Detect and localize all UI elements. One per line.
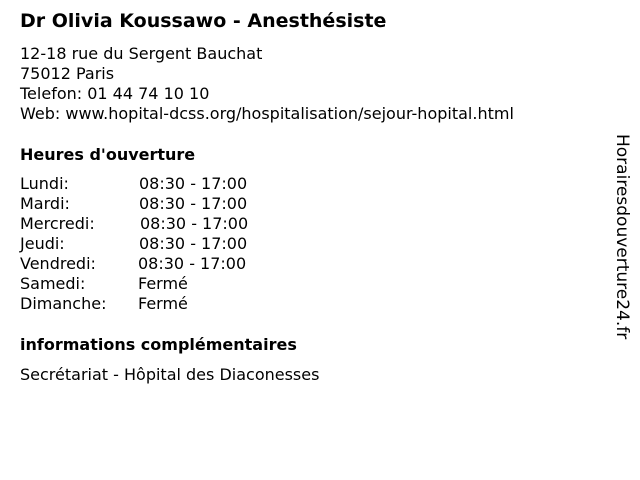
address-street: 12-18 rue du Sergent Bauchat bbox=[20, 44, 263, 63]
hours-tuesday: 08:30 - 17:00 bbox=[139, 194, 248, 213]
additional-info-text: Secrétariat - Hôpital des Diaconesses bbox=[20, 365, 320, 384]
website-link[interactable]: Web: www.hopital-dcss.org/hospitalisation/sejour-hopital.html bbox=[20, 104, 514, 123]
hours-monday: 08:30 - 17:00 bbox=[139, 174, 248, 193]
hours-sunday: Fermé bbox=[138, 294, 188, 313]
day-label-thursday: Jeudi: bbox=[20, 234, 65, 253]
day-label-wednesday: Mercredi: bbox=[20, 214, 95, 233]
hours-saturday: Fermé bbox=[138, 274, 188, 293]
phone-number: Telefon: 01 44 74 10 10 bbox=[20, 84, 210, 103]
hours-wednesday: 08:30 - 17:00 bbox=[140, 214, 249, 233]
day-label-friday: Vendredi: bbox=[20, 254, 96, 273]
day-label-tuesday: Mardi: bbox=[20, 194, 70, 213]
hours-thursday: 08:30 - 17:00 bbox=[139, 234, 248, 253]
additional-info-heading: informations complémentaires bbox=[20, 335, 297, 354]
address-city: 75012 Paris bbox=[20, 64, 115, 83]
site-watermark: Horairesdouverture24.fr bbox=[612, 134, 632, 340]
page-title: Dr Olivia Koussawo - Anesthésiste bbox=[20, 10, 387, 32]
hours-friday: 08:30 - 17:00 bbox=[138, 254, 247, 273]
day-label-monday: Lundi: bbox=[20, 174, 69, 193]
opening-hours-heading: Heures d'ouverture bbox=[20, 145, 196, 164]
day-label-sunday: Dimanche: bbox=[20, 294, 107, 313]
day-label-saturday: Samedi: bbox=[20, 274, 86, 293]
